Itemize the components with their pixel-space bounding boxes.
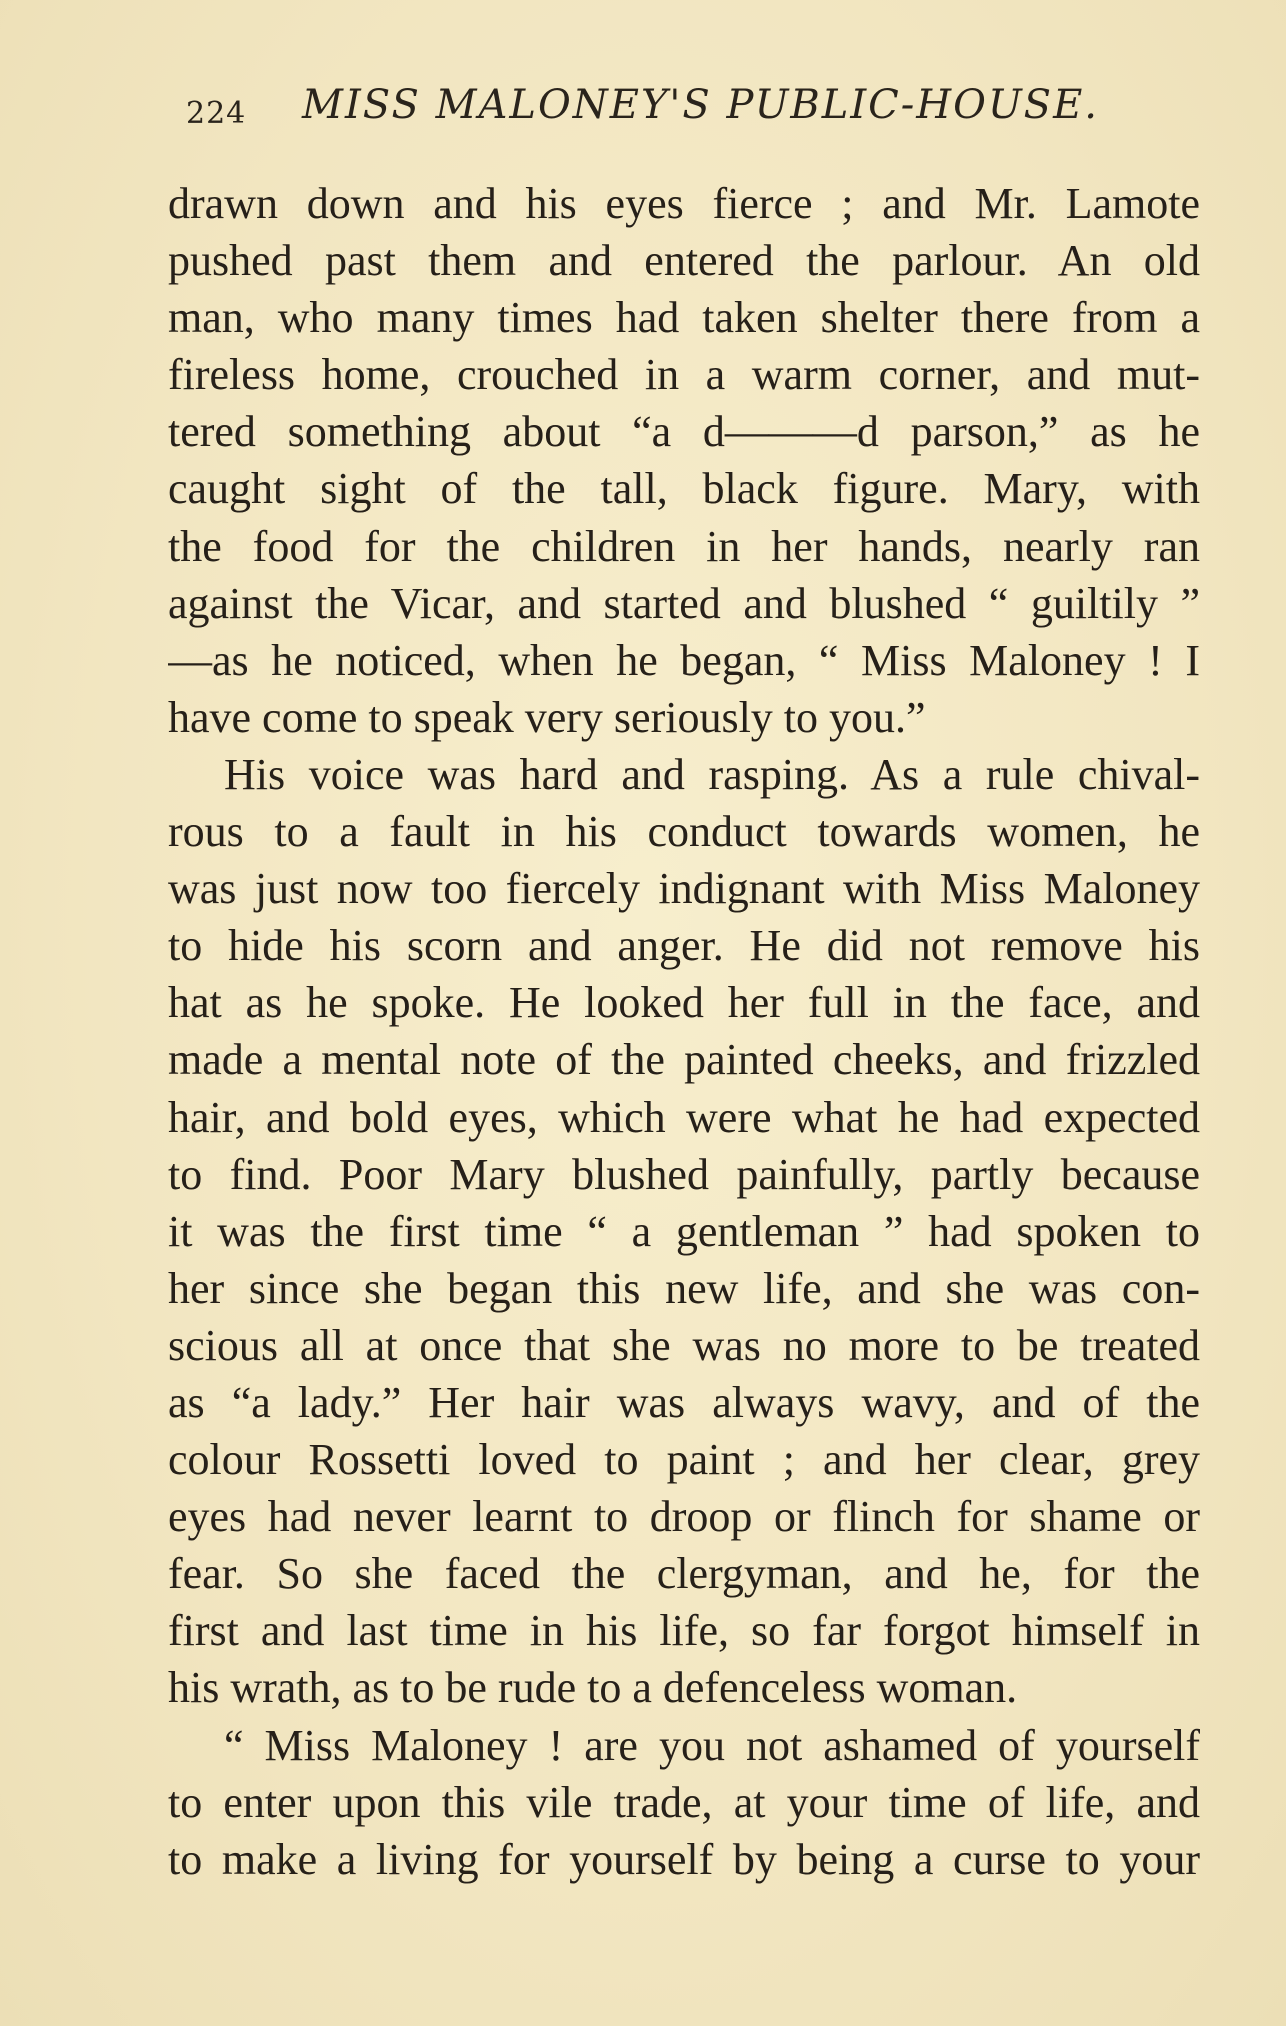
text-line: the food for the children in her hands, nearly ran xyxy=(168,521,1200,571)
text-line: have come to speak very seriously to you.” xyxy=(168,692,926,742)
text-line: caught sight of the tall, black figure. Mary, with xyxy=(168,464,1200,514)
text-line: her since she began this new life, and she was con- xyxy=(168,1263,1200,1313)
text-line: to enter upon this vile trade, at your time of life, and xyxy=(168,1777,1200,1827)
text-line: “ Miss Maloney ! are you not ashamed of yourself xyxy=(224,1720,1200,1770)
text-line: His voice was hard and rasping. As a rule chival- xyxy=(224,749,1200,799)
text-line: to make a living for yourself by being a curse to your xyxy=(168,1834,1200,1884)
text-line: fireless home, crouched in a warm corner, and mut- xyxy=(168,350,1200,400)
text-line: eyes had never learnt to droop or flinch for shame or xyxy=(168,1492,1200,1542)
text-line: —as he noticed, when he began, “ Miss Maloney ! I xyxy=(168,635,1200,685)
text-line: rous to a fault in his conduct towards women, he xyxy=(168,807,1200,857)
text-line: tered something about “a d———d parson,” as he xyxy=(168,407,1200,457)
text-line: to hide his scorn and anger. He did not remove his xyxy=(168,921,1200,971)
text-line: to find. Poor Mary blushed painfully, partly because xyxy=(168,1149,1200,1199)
text-line: against the Vicar, and started and blushed “ guiltily ” xyxy=(168,578,1200,628)
text-line: as “a lady.” Her hair was always wavy, and of the xyxy=(168,1377,1200,1427)
text-line: hair, and bold eyes, which were what he had expected xyxy=(168,1092,1200,1142)
body-text xyxy=(168,175,1200,1888)
text-line: first and last time in his life, so far forgot himself in xyxy=(168,1606,1200,1656)
text-line: man, who many times had taken shelter there from a xyxy=(168,293,1200,343)
text-line: pushed past them and entered the parlour. An old xyxy=(168,236,1200,286)
text-line: made a mental note of the painted cheeks, and frizzled xyxy=(168,1035,1200,1085)
page-header xyxy=(186,82,1099,142)
text-line: it was the first time “ a gentleman ” had spoken to xyxy=(168,1206,1200,1256)
text-line: colour Rossetti loved to paint ; and her clear, grey xyxy=(168,1435,1200,1485)
text-line: hat as he spoke. He looked her full in the face, and xyxy=(168,978,1200,1028)
text-line: fear. So she faced the clergyman, and he, for the xyxy=(168,1549,1200,1599)
page-number: 224 xyxy=(186,96,247,131)
text-line: drawn down and his eyes fierce ; and Mr. Lamote xyxy=(168,179,1200,228)
text-line: was just now too fiercely indignant with Miss Maloney xyxy=(168,864,1200,914)
running-title: MISS MALONEY'S PUBLIC-HOUSE. xyxy=(302,82,1099,128)
text-line: scious all at once that she was no more to be treated xyxy=(168,1320,1200,1370)
text-line: his wrath, as to be rude to a defenceless woman. xyxy=(168,1663,1018,1713)
